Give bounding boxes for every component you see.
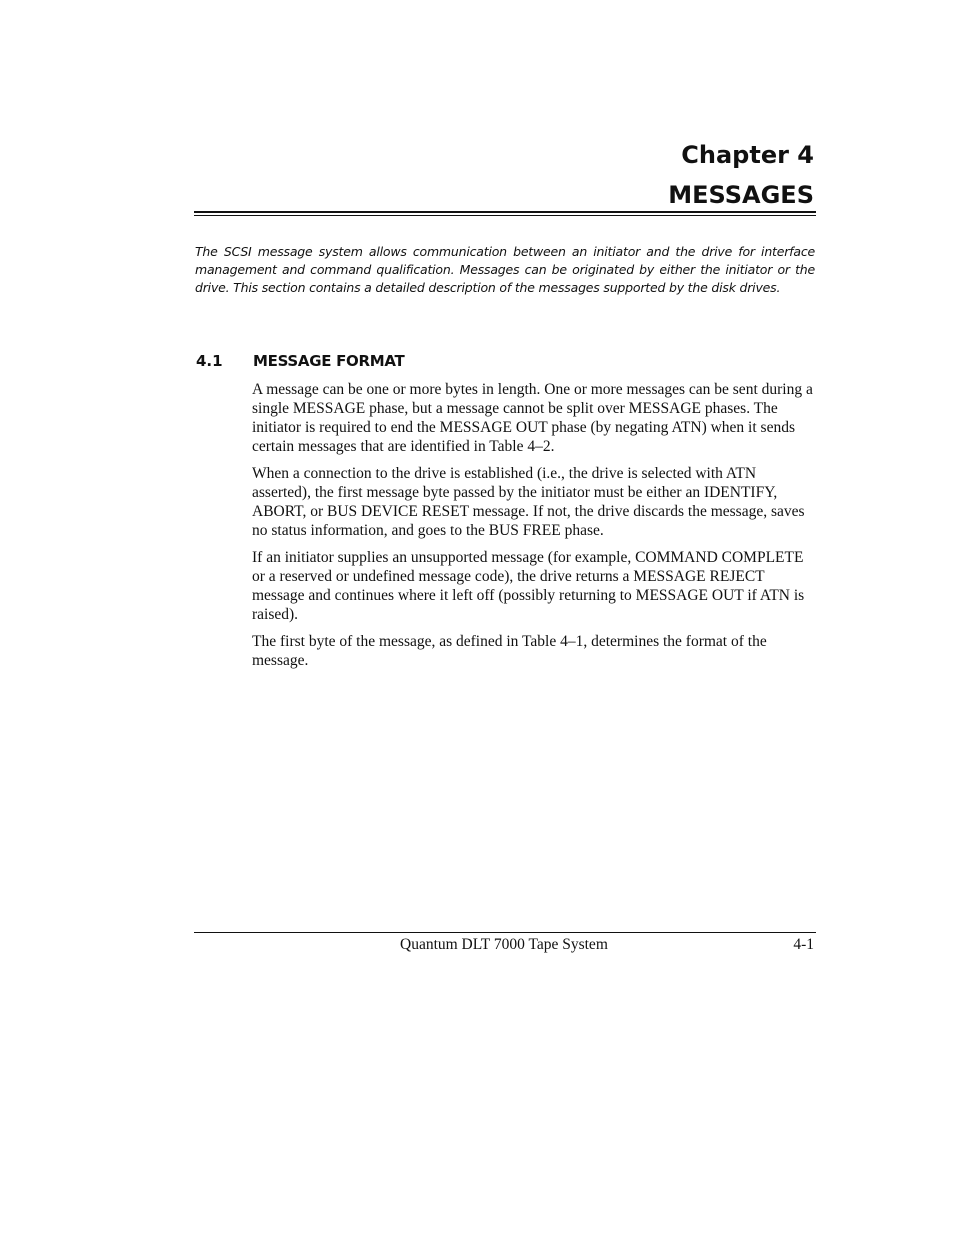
chapter-title-rule — [194, 211, 816, 216]
section-number: 4.1 — [196, 352, 223, 370]
footer-rule — [194, 932, 816, 933]
chapter-intro: The SCSI message system allows communication between an initiator and the drive for interface management and command qualification. Messages can be originated by either the initiator or the drive. This section contains a detailed description of the messages supported by the disk drives. — [195, 244, 815, 295]
chapter-number: Chapter 4 — [681, 141, 814, 169]
body-paragraph: The first byte of the message, as defined in Table 4–1, determines the format of the message. — [252, 633, 767, 669]
section-body — [252, 380, 817, 678]
footer-page-number: 4-1 — [793, 936, 814, 953]
section-heading: MESSAGE FORMAT — [253, 352, 405, 370]
footer-document-title: Quantum DLT 7000 Tape System — [400, 936, 608, 953]
body-paragraph: When a connection to the drive is established (i.e., the drive is selected with ATN asserted), the first message byte passed by the initiator must be either an IDENTIFY, ABORT, or BUS DEVICE RESET message. If not, the drive discards the message, saves no status information, and goes to the BUS FREE phase. — [252, 465, 805, 539]
chapter-title: MESSAGES — [668, 181, 814, 209]
body-paragraph: If an initiator supplies an unsupported message (for example, COMMAND COMPLETE or a reserved or undefined message code), the drive returns a MESSAGE REJECT message and continues where it left off (possibly returning to MESSAGE OUT if ATN is raised). — [252, 549, 805, 623]
body-paragraph: A message can be one or more bytes in length. One or more messages can be sent during a single MESSAGE phase, but a message cannot be split over MESSAGE phases. The initiator is required to end the MESSAGE OUT phase (by negating ATN) when it sends certain messages that are identified in Table 4–2. — [252, 381, 813, 455]
